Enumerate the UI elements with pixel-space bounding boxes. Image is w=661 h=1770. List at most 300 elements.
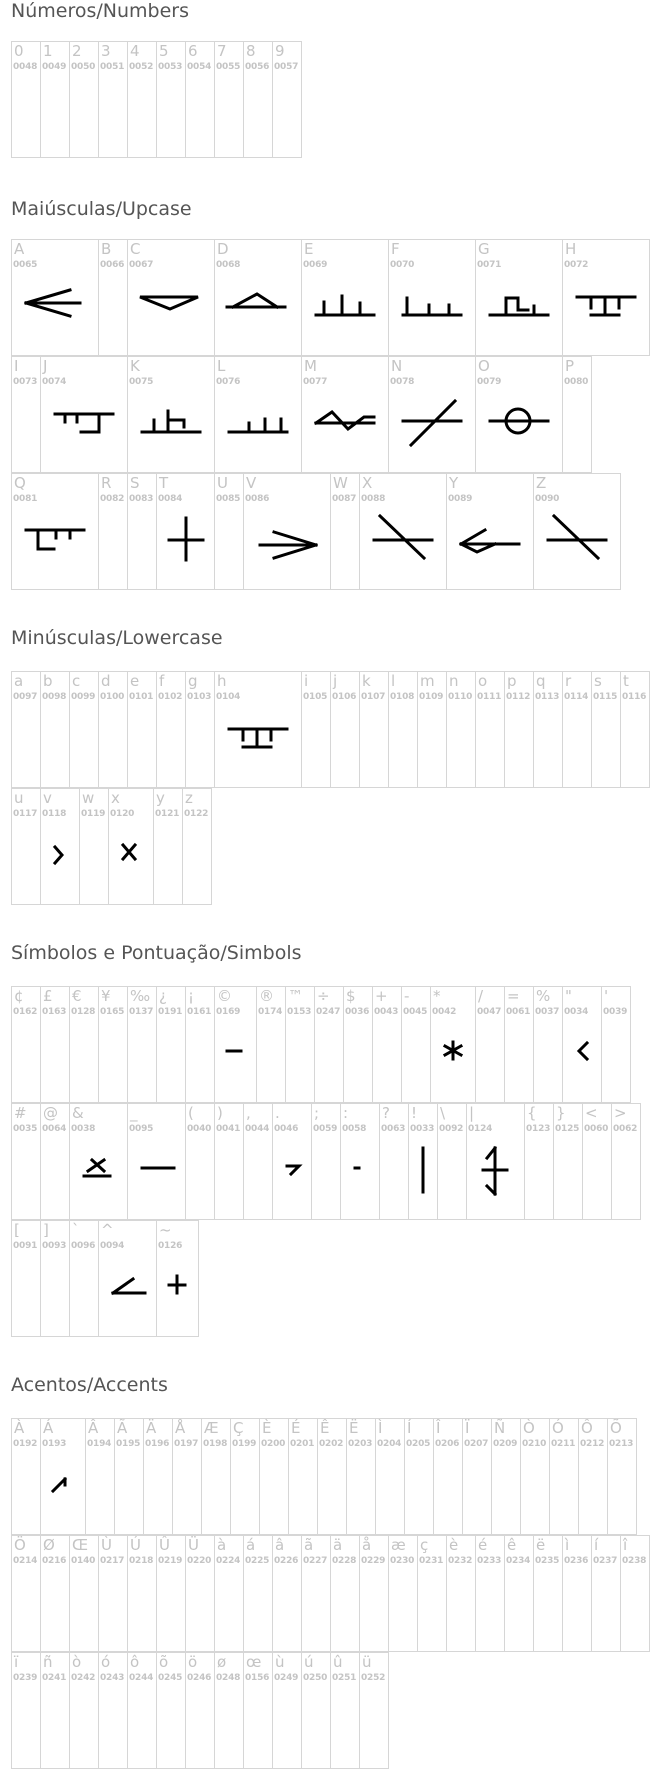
- angle-low-icon: [99, 1221, 157, 1336]
- glyph-cell: [41, 1536, 70, 1651]
- glyph-cell: [144, 1419, 173, 1534]
- character-code: 0093: [42, 1241, 67, 1251]
- glyph-cell: [525, 1104, 554, 1219]
- character-code: 0101: [129, 692, 154, 702]
- character-label: $: [346, 987, 356, 1005]
- glyph-cell: [260, 1419, 289, 1534]
- glyph-cell: [215, 672, 302, 787]
- character-label: ‰: [130, 987, 151, 1005]
- glyph-cell: [563, 987, 602, 1102]
- character-label: Ä: [146, 1419, 157, 1437]
- glyph-cell: [579, 1419, 608, 1534]
- glyph-cell: [476, 987, 505, 1102]
- character-label: œ: [246, 1653, 262, 1671]
- glyph-cell: [602, 987, 631, 1102]
- character-label: a: [14, 672, 24, 690]
- glyph-row: [11, 1535, 650, 1652]
- character-code: 0165: [100, 1007, 125, 1017]
- character-label: Ã: [117, 1419, 128, 1437]
- character-label: ã: [304, 1536, 314, 1554]
- glyph-cell: [315, 987, 344, 1102]
- character-label: N: [391, 357, 403, 375]
- glyph-cell: [154, 789, 183, 904]
- comb-three-b-icon: [389, 240, 476, 355]
- character-label: ¢: [14, 987, 24, 1005]
- character-code: 0220: [187, 1556, 212, 1566]
- glyph-cell: [157, 474, 215, 589]
- glyph-row: [11, 1103, 641, 1220]
- glyph-cell: [186, 672, 215, 787]
- glyph-cell: [505, 987, 534, 1102]
- glyph-cell: [128, 672, 157, 787]
- character-code: 0197: [174, 1439, 199, 1449]
- character-code: 0112: [506, 692, 531, 702]
- character-label: ': [604, 987, 609, 1005]
- glyph-cell: [128, 1104, 186, 1219]
- character-code: 0059: [313, 1124, 338, 1134]
- character-label: Ü: [188, 1536, 199, 1554]
- character-code: 0137: [129, 1007, 154, 1017]
- character-label: [: [14, 1221, 20, 1239]
- character-label: >: [614, 1104, 627, 1122]
- character-code: 0053: [158, 62, 183, 72]
- character-label: Y: [449, 474, 459, 492]
- character-label: o: [478, 672, 488, 690]
- glyph-cell: [41, 987, 70, 1102]
- character-label: 4: [130, 42, 140, 60]
- character-label: 3: [101, 42, 111, 60]
- character-label: y: [156, 789, 165, 807]
- glyph-cell: [621, 1536, 650, 1651]
- glyph-row: [11, 788, 212, 905]
- character-code: 0224: [216, 1556, 241, 1566]
- character-code: 0123: [526, 1124, 551, 1134]
- chevron-left-icon: [563, 987, 602, 1102]
- character-label: ;: [314, 1104, 320, 1122]
- character-code: 0194: [87, 1439, 112, 1449]
- character-code: 0114: [564, 692, 589, 702]
- glyph-cell: [12, 789, 41, 904]
- glyph-cell: [344, 987, 373, 1102]
- glyph-cell: [592, 672, 621, 787]
- glyph-cell: [12, 672, 41, 787]
- character-label: (: [188, 1104, 194, 1122]
- glyph-cell: [621, 672, 650, 787]
- comb-up-icon: [128, 357, 215, 472]
- character-label: c: [72, 672, 81, 690]
- glyph-cell: [115, 1419, 144, 1534]
- glyph-cell: [215, 474, 244, 589]
- glyph-cell: [128, 1536, 157, 1651]
- hook-bar-icon: [41, 357, 128, 472]
- section-title: Símbolos e Pontuação/Simbols: [11, 942, 302, 964]
- glyph-cell: [186, 1653, 215, 1768]
- glyph-cell: [41, 1653, 70, 1768]
- glyph-cell: [257, 987, 286, 1102]
- character-label: i: [304, 672, 309, 690]
- character-code: 0213: [609, 1439, 634, 1449]
- glyph-cell: [373, 987, 402, 1102]
- glyph-row: [11, 1220, 199, 1337]
- character-label: +: [375, 987, 388, 1005]
- character-label: q: [536, 672, 546, 690]
- glyph-cell: [563, 672, 592, 787]
- glyph-cell: [173, 1419, 202, 1534]
- triangle-up-icon: [215, 240, 302, 355]
- character-code: 0102: [158, 692, 183, 702]
- character-code: 0097: [13, 692, 38, 702]
- glyph-cell: [347, 1419, 376, 1534]
- character-code: 0236: [564, 1556, 589, 1566]
- circle-bar-icon: [476, 357, 563, 472]
- glyph-cell: [438, 1104, 467, 1219]
- glyph-cell: [447, 1536, 476, 1651]
- character-label: Ï: [465, 1419, 470, 1437]
- hook-small-icon: [273, 1104, 312, 1219]
- character-code: 0212: [580, 1439, 605, 1449]
- character-code: 0121: [155, 809, 180, 819]
- glyph-cell: [12, 1653, 41, 1768]
- character-label: ï: [14, 1653, 19, 1671]
- glyph-cell: [128, 1653, 157, 1768]
- glyph-cell: [70, 1104, 128, 1219]
- character-code: 0202: [319, 1439, 344, 1449]
- character-label: Æ: [204, 1419, 219, 1437]
- glyph-cell: [431, 987, 476, 1102]
- character-code: 0099: [71, 692, 96, 702]
- character-code: 0098: [42, 692, 67, 702]
- glyph-cell: [592, 1536, 621, 1651]
- character-label: ä: [333, 1536, 343, 1554]
- glyph-cell: [418, 672, 447, 787]
- character-label: Ú: [130, 1536, 141, 1554]
- character-label: F: [391, 240, 400, 258]
- character-label: æ: [391, 1536, 406, 1554]
- character-label: A: [14, 240, 25, 258]
- character-code: 0252: [361, 1673, 386, 1683]
- staff-icon: [467, 1104, 525, 1219]
- character-code: 0035: [13, 1124, 38, 1134]
- character-label: Ø: [43, 1536, 55, 1554]
- character-label: ®: [259, 987, 274, 1005]
- character-label: *: [433, 987, 441, 1005]
- character-code: 0232: [448, 1556, 473, 1566]
- glyph-row: [11, 239, 650, 356]
- character-label: ø: [217, 1653, 227, 1671]
- character-code: 0096: [71, 1241, 96, 1251]
- character-label: T: [159, 474, 169, 492]
- glyph-cell: [186, 42, 215, 157]
- character-label: Â: [88, 1419, 99, 1437]
- character-code: 0211: [551, 1439, 576, 1449]
- character-code: 0105: [303, 692, 328, 702]
- character-code: 0043: [374, 1007, 399, 1017]
- glyph-cell: [476, 357, 563, 472]
- glyph-cell: [418, 1536, 447, 1651]
- cross-icon: [157, 474, 215, 589]
- character-label: Í: [407, 1419, 412, 1437]
- character-code: 0206: [435, 1439, 460, 1449]
- character-label: ¿: [159, 987, 167, 1005]
- character-code: 0125: [555, 1124, 580, 1134]
- glyph-cell: [434, 1419, 463, 1534]
- glyph-cell: [505, 1536, 534, 1651]
- character-label: E: [304, 240, 314, 258]
- character-label: |: [469, 1104, 475, 1122]
- character-label: ): [217, 1104, 223, 1122]
- character-label: ]: [43, 1221, 49, 1239]
- character-label: Ô: [581, 1419, 593, 1437]
- character-label: H: [565, 240, 577, 258]
- glyph-cell: [563, 240, 650, 355]
- glyph-cell: [476, 1536, 505, 1651]
- character-code: 0084: [158, 494, 183, 504]
- character-code: 0209: [493, 1439, 518, 1449]
- glyph-cell: [41, 1104, 70, 1219]
- glyph-cell: [534, 672, 563, 787]
- character-label: w: [82, 789, 95, 807]
- glyph-cell: [312, 1104, 341, 1219]
- character-label: \: [440, 1104, 446, 1122]
- glyph-cell: [389, 240, 476, 355]
- character-code: 0040: [187, 1124, 212, 1134]
- x-icon: [109, 789, 154, 904]
- character-label: O: [478, 357, 490, 375]
- glyph-cell: [70, 987, 99, 1102]
- character-label: ö: [188, 1653, 198, 1671]
- glyph-cell: [41, 1221, 70, 1336]
- character-code: 0063: [381, 1124, 406, 1134]
- glyph-cell: [389, 672, 418, 787]
- character-label: n: [449, 672, 459, 690]
- character-code: 0200: [261, 1439, 286, 1449]
- character-label: Ì: [378, 1419, 383, 1437]
- glyph-cell: [231, 1419, 260, 1534]
- character-label: &: [72, 1104, 84, 1122]
- character-code: 0079: [477, 377, 502, 387]
- glyph-cell: [612, 1104, 641, 1219]
- glyph-cell: [492, 1419, 521, 1534]
- hook-left-icon: [12, 474, 99, 589]
- character-code: 0225: [245, 1556, 270, 1566]
- character-code: 0238: [622, 1556, 647, 1566]
- character-label: K: [130, 357, 140, 375]
- glyph-cell: [447, 474, 534, 589]
- character-label: .: [275, 1104, 280, 1122]
- character-code: 0088: [361, 494, 386, 504]
- character-code: 0219: [158, 1556, 183, 1566]
- character-label: Å: [175, 1419, 186, 1437]
- zigzag-icon: [302, 357, 389, 472]
- glyph-cell: [244, 1653, 273, 1768]
- character-label: Ê: [320, 1419, 330, 1437]
- character-label: D: [217, 240, 229, 258]
- glyph-cell: [583, 1104, 612, 1219]
- character-code: 0071: [477, 260, 502, 270]
- character-code: 0234: [506, 1556, 531, 1566]
- character-label: £: [43, 987, 53, 1005]
- tick-icon: [41, 1419, 86, 1534]
- glyph-cell: [186, 1536, 215, 1651]
- character-code: 0235: [535, 1556, 560, 1566]
- character-code: 0057: [274, 62, 299, 72]
- character-code: 0044: [245, 1124, 270, 1134]
- character-label: J: [43, 357, 48, 375]
- character-code: 0068: [216, 260, 241, 270]
- character-label: g: [188, 672, 198, 690]
- section-title: Números/Numbers: [11, 0, 189, 22]
- character-label: €: [72, 987, 82, 1005]
- glyph-cell: [12, 987, 41, 1102]
- glyph-cell: [244, 1536, 273, 1651]
- character-code: 0107: [361, 692, 386, 702]
- character-code: 0037: [535, 1007, 560, 1017]
- character-label: V: [246, 474, 257, 492]
- character-code: 0122: [184, 809, 209, 819]
- glyph-cell: [128, 987, 157, 1102]
- section-title: Minúsculas/Lowercase: [11, 627, 223, 649]
- character-label: C: [130, 240, 141, 258]
- character-code: 0058: [342, 1124, 367, 1134]
- character-code: 0241: [42, 1673, 67, 1683]
- character-code: 0103: [187, 692, 212, 702]
- character-code: 0080: [564, 377, 589, 387]
- character-code: 0033: [410, 1124, 435, 1134]
- character-label: h: [217, 672, 227, 690]
- character-label: t: [623, 672, 629, 690]
- character-label: í: [594, 1536, 599, 1554]
- character-code: 0115: [593, 692, 618, 702]
- character-code: 0106: [332, 692, 357, 702]
- glyph-cell: [215, 1104, 244, 1219]
- character-code: 0250: [303, 1673, 328, 1683]
- underscore-icon: [128, 1104, 186, 1219]
- character-code: 0251: [332, 1673, 357, 1683]
- character-label: 8: [246, 42, 256, 60]
- glyph-cell: [128, 474, 157, 589]
- glyph-cell: [302, 240, 389, 355]
- character-label: `: [72, 1221, 80, 1239]
- glyph-cell: [302, 1653, 331, 1768]
- character-code: 0100: [100, 692, 125, 702]
- glyph-cell: [157, 1221, 199, 1336]
- character-code: 0116: [622, 692, 647, 702]
- character-code: 0086: [245, 494, 270, 504]
- character-label: s: [594, 672, 602, 690]
- backslash-bar-icon: [360, 474, 447, 589]
- glyph-cell: [467, 1104, 525, 1219]
- glyph-cell: [99, 1653, 128, 1768]
- character-code: 0050: [71, 62, 96, 72]
- character-code: 0041: [216, 1124, 241, 1134]
- glyph-cell: [99, 240, 128, 355]
- glyph-cell: [12, 1536, 41, 1651]
- glyph-cell: [273, 1104, 312, 1219]
- character-code: 0039: [603, 1007, 628, 1017]
- glyph-cell: [215, 42, 244, 157]
- character-code: 0082: [100, 494, 125, 504]
- t-bar-icon: [563, 240, 650, 355]
- glyph-cell: [402, 987, 431, 1102]
- character-code: 0205: [406, 1439, 431, 1449]
- dot-icon: [341, 1104, 380, 1219]
- glyph-cell: [109, 789, 154, 904]
- glyph-cell: [99, 1536, 128, 1651]
- character-label: m: [420, 672, 435, 690]
- glyph-cell: [70, 1221, 99, 1336]
- character-label: d: [101, 672, 111, 690]
- character-code: 0090: [535, 494, 560, 504]
- character-code: 0066: [100, 260, 125, 270]
- character-label: å: [362, 1536, 372, 1554]
- glyph-cell: [563, 357, 592, 472]
- glyph-cell: [215, 987, 257, 1102]
- character-code: 0242: [71, 1673, 96, 1683]
- glyph-row: [11, 473, 621, 590]
- character-label: ë: [536, 1536, 546, 1554]
- character-code: 0156: [245, 1673, 270, 1683]
- character-label: X: [362, 474, 373, 492]
- comb-three-icon: [302, 240, 389, 355]
- character-code: 0237: [593, 1556, 618, 1566]
- character-label: I: [14, 357, 19, 375]
- character-code: 0036: [345, 1007, 370, 1017]
- glyph-cell: [12, 1419, 41, 1534]
- arrow-right-icon: [244, 474, 331, 589]
- character-code: 0248: [216, 1673, 241, 1683]
- glyph-cell: [476, 672, 505, 787]
- character-code: 0126: [158, 1241, 183, 1251]
- glyph-cell: [157, 987, 186, 1102]
- character-label: j: [333, 672, 338, 690]
- glyph-cell: [341, 1104, 380, 1219]
- glyph-cell: [128, 240, 215, 355]
- character-code: 0070: [390, 260, 415, 270]
- character-code: 0118: [42, 809, 67, 819]
- dash-icon: [215, 987, 257, 1102]
- character-code: 0076: [216, 377, 241, 387]
- character-code: 0042: [432, 1007, 457, 1017]
- character-label: :: [343, 1104, 349, 1122]
- chevron-right-icon: [41, 789, 80, 904]
- glyph-cell: [273, 1653, 302, 1768]
- character-code: 0075: [129, 377, 154, 387]
- glyph-row: [11, 1652, 389, 1769]
- character-code: 0073: [13, 377, 38, 387]
- glyph-cell: [360, 672, 389, 787]
- glyph-cell: [331, 474, 360, 589]
- glyph-cell: [41, 1419, 86, 1534]
- character-code: 0162: [13, 1007, 38, 1017]
- glyph-row: [11, 1418, 637, 1535]
- character-label: 0: [14, 42, 24, 60]
- character-code: 0244: [129, 1673, 154, 1683]
- character-label: ^: [101, 1221, 114, 1239]
- character-code: 0230: [390, 1556, 415, 1566]
- character-code: 0161: [187, 1007, 212, 1017]
- character-code: 0078: [390, 377, 415, 387]
- glyph-cell: [360, 474, 447, 589]
- glyph-cell: [186, 987, 215, 1102]
- character-code: 0056: [245, 62, 270, 72]
- glyph-cell: [244, 474, 331, 589]
- character-code: 0104: [216, 692, 241, 702]
- character-code: 0169: [216, 1007, 241, 1017]
- character-label: Ö: [14, 1536, 26, 1554]
- glyph-cell: [41, 42, 70, 157]
- character-code: 0051: [100, 62, 125, 72]
- character-label: v: [43, 789, 52, 807]
